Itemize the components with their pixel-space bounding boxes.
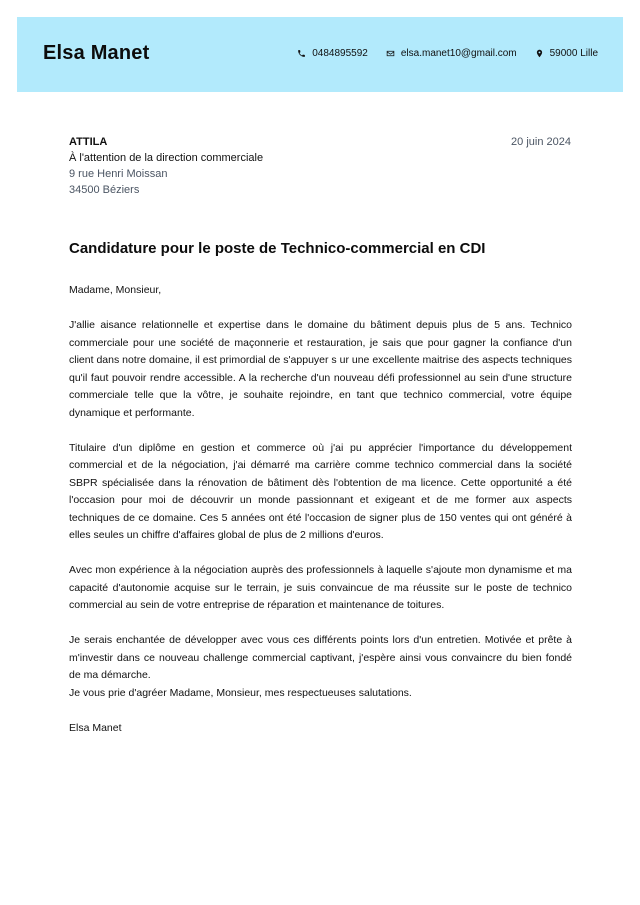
closing-line: Je vous prie d'agréer Madame, Monsieur, mes respectueuses salutations. (69, 686, 412, 699)
envelope-icon (386, 49, 395, 58)
contact-phone (297, 48, 368, 59)
email-address: elsa.manet10@gmail.com (400, 48, 517, 59)
recipient-address-line1: 9 rue Henri Moissan (69, 168, 168, 180)
letter-body (69, 282, 572, 755)
recipient-block (69, 134, 263, 198)
salutation: Madame, Monsieur, (69, 284, 162, 296)
location-text: 59000 Lille (549, 48, 598, 59)
paragraph-1: J'allie aisance relationnelle et expertise dans le domaine du bâtiment depuis plus de 5 ans. Technico commerciale pour une société de maçonnerie et restauration, je sais que pour gagner la confiance d'un client dans notre domaine, il est primordial de s'appuyer s ur une excellente maitrise des aspects techniques qu'il faut pouvoir rendre accessible. A la recherche d'un nouveau défi professionnel au sein d'une structure commerciale telle que la vôtre, je souhaite rejoindre, en tant que technico commercial, votre équipe dynamique et performante. (69, 319, 572, 419)
phone-number: 0484895592 (312, 48, 368, 59)
paragraph-2: Titulaire d'un diplôme en gestion et commerce où j'ai pu apprécier l'importance du développement commercial et de la négociation, j'ai démarré ma carrière comme technico commercial dans la société SBPR spécialisée dans la rénovation de bâtiment dès l'obtention de ma licence. Cette opportunité a été l'occasion pour moi de découvrir un monde passionnant et exigeant et de me former aux aspects techniques de ce domaine. Ces 5 années ont été l'occasion de signer plus de 150 ventes qui ont généré à elles seules un chiffre d'affaires global de plus de 2 millions d'euros. (69, 441, 572, 541)
paragraph-3: Avec mon expérience à la négociation auprès des professionnels à laquelle s'ajoute mon dynamisme et ma capacité d'autonomie acquise sur le terrain, je suis convaincue de ma réussite sur le poste de technico commercial au sein de votre entreprise de réparation et maintenance de toitures. (69, 564, 572, 611)
phone-icon (297, 49, 306, 58)
letter-subject: Candidature pour le poste de Technico-commercial en CDI (69, 240, 486, 257)
contact-email (386, 48, 517, 59)
map-pin-icon (535, 49, 544, 58)
paragraph-4: Je serais enchantée de développer avec vous ces différents points lors d'un entretien. Motivée et prête à m'investir dans ce nouveau challenge commercial captivant, j'espère ainsi vous convaincre du bien fondé de ma démarche. (69, 634, 572, 681)
contact-info (297, 48, 598, 59)
sender-name: Elsa Manet (43, 42, 150, 64)
letter-date: 20 juin 2024 (511, 136, 571, 148)
signature: Elsa Manet (69, 721, 122, 734)
contact-location (535, 48, 598, 59)
recipient-company: ATTILA (69, 136, 108, 148)
header-banner (17, 17, 623, 92)
recipient-address-line2: 34500 Béziers (69, 184, 140, 196)
recipient-attention: À l'attention de la direction commerciale (69, 152, 264, 164)
